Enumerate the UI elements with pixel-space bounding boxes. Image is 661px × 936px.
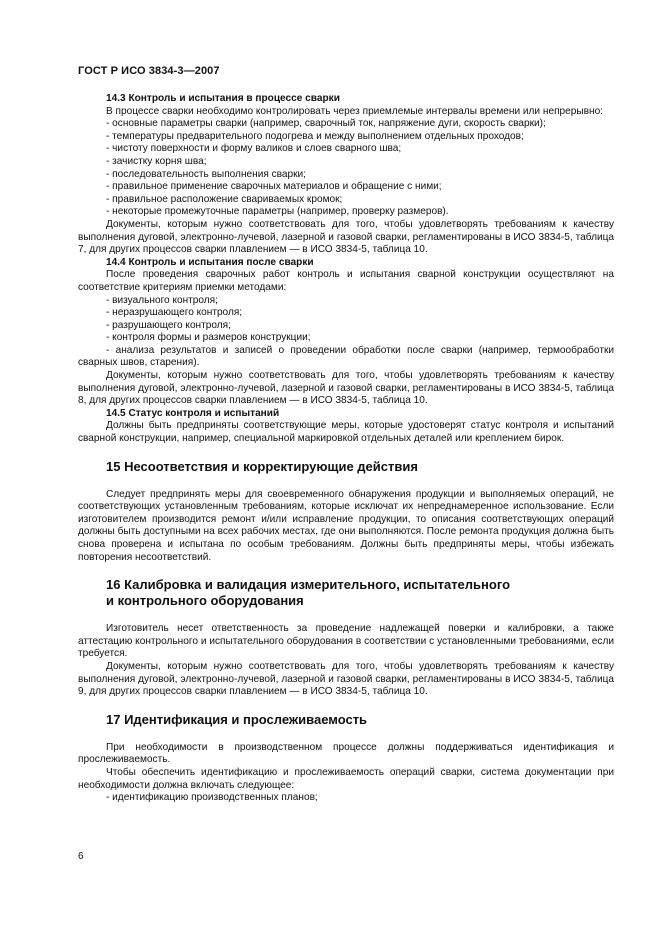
list-item: - правильное применение сварочных материалов и обращение с ними; — [106, 181, 442, 193]
list-item: - анализа результатов и записей о проведении обработки после сварки (например, термообработки сварных швов, старения). — [78, 344, 614, 369]
spacer — [78, 609, 614, 623]
list-item: - визуального контроля; — [106, 294, 218, 306]
section-14-3-docs: Документы, которым нужно соответствовать для того, чтобы удовлетворять требованиям к качеству выполнения дуговой, электронно-лучевой, лазерной и газовой сварки, регламентированы в ИСО 3834-5, таблица 7, для других процессов сварки плавлением — в ИСО 3834-5, таблица 10. — [78, 218, 614, 256]
spacer — [78, 728, 614, 742]
section-17-p1: При необходимости в производственном процессе должны поддерживаться идентификация и прослеживаемость. — [78, 741, 614, 766]
section-14-5-text: Должны быть предприняты соответствующие меры, которые удостоверят статус контроля и испытаний сварной конструкции, например, специальной маркировкой отдельных деталей или креплением бирок. — [78, 420, 614, 445]
list-item: - зачистку корня шва; — [106, 155, 207, 167]
section-14-4-docs: Документы, которым нужно соответствовать для того, чтобы удовлетворять требованиям к качеству выполнения дуговой, электронно-лучевой, лазерной и газовой сварки, регламентированы в ИСО 3834-5, таблица 8, для других процессов сварки плавлением — в ИСО 3834-5, таблица 10. — [78, 370, 614, 407]
list-item: - основные параметры сварки (например, сварочный ток, напряжение дуги, скорость сварки); — [106, 118, 546, 130]
list-item: - температуры предварительного подогрева и между выполнением отдельных проходов; — [106, 130, 524, 142]
spacer — [78, 699, 614, 712]
list-item: - некоторые промежуточные параметры (например, проверку размеров). — [106, 206, 449, 218]
list-item: - правильное расположение свариваемых кромок; — [106, 193, 343, 205]
section-16-docs: Документы, которым нужно соответствовать для того, чтобы удовлетворять требованиям к качеству выполнения дуговой, электронно-лучевой, лазерной и газовой сварки, регламентированы в ИСО 3834-5, таблица 9, для других процессов сварки плавлением — в ИСО 3834-5, таблица 10. — [78, 660, 614, 698]
spacer — [78, 446, 614, 459]
section-14-4-title: 14.4 Контроль и испытания после сварки — [106, 256, 314, 268]
section-16-heading-line2: и контрольного оборудования — [106, 593, 304, 609]
section-14-5-title: 14.5 Статус контроля и испытаний — [106, 407, 280, 419]
section-17-heading: 17 Идентификация и прослеживаемость — [106, 711, 368, 727]
section-14-4-intro: После проведения сварочных работ контроль и испытания сварной конструкции осуществляют на соответствие критериям приемки методами: — [78, 269, 614, 293]
list-item: - контроля формы и размеров конструкции; — [106, 332, 311, 344]
document-header: ГОСТ Р ИСО 3834-3—2007 — [78, 65, 220, 77]
list-item: - неразрушающего контроля; — [106, 307, 243, 319]
list-item: - идентификацию производственных планов; — [106, 792, 318, 804]
page-content — [78, 93, 614, 805]
section-16-text: Изготовитель несет ответственность за проведение надлежащей поверки и калибровки, а также аттестацию контрольного и испытательного оборудования в соответствии с установленными требованиями, если требуется. — [78, 623, 614, 660]
spacer — [78, 564, 614, 577]
section-17-p2: Чтобы обеспечить идентификацию и прослеживаемость операций сварки, система документации при необходимости должна включать следующее: — [78, 766, 614, 791]
section-16-heading — [78, 577, 614, 609]
list-item: - разрушающего контроля; — [106, 319, 231, 331]
page-number: 6 — [78, 851, 84, 862]
section-14-3-title: 14.3 Контроль и испытания в процессе сварки — [106, 93, 340, 104]
section-16-heading-line1: 16 Калибровка и валидация измерительного, испытательного — [106, 577, 511, 593]
list-item: - последовательность выполнения сварки; — [106, 168, 306, 180]
spacer — [78, 475, 614, 489]
list-item: - чистоту поверхности и форму валиков и слоев сварного шва; — [106, 143, 402, 155]
section-15-heading: 15 Несоответствия и корректирующие действия — [106, 458, 418, 474]
section-15-text: Следует предпринять меры для своевременного обнаружения продукции и выполняемых операций, не соответствующих установленным требованиям, которые исключат их непреднамеренное использование. Если изготовителем производится ремонт и/или исправление продукции, то описания соответствующих операций должны быть доступными на всех рабочих местах, где они выполняются. После ремонта продукция должна быть снова проверена и испытана по особым требованиям. Должны быть предприняты меры, чтобы избежать повторения несоответствий. — [78, 488, 614, 563]
section-14-3-intro: В процессе сварки необходимо контролировать через приемлемые интервалы времени или непрерывно: — [106, 105, 603, 117]
